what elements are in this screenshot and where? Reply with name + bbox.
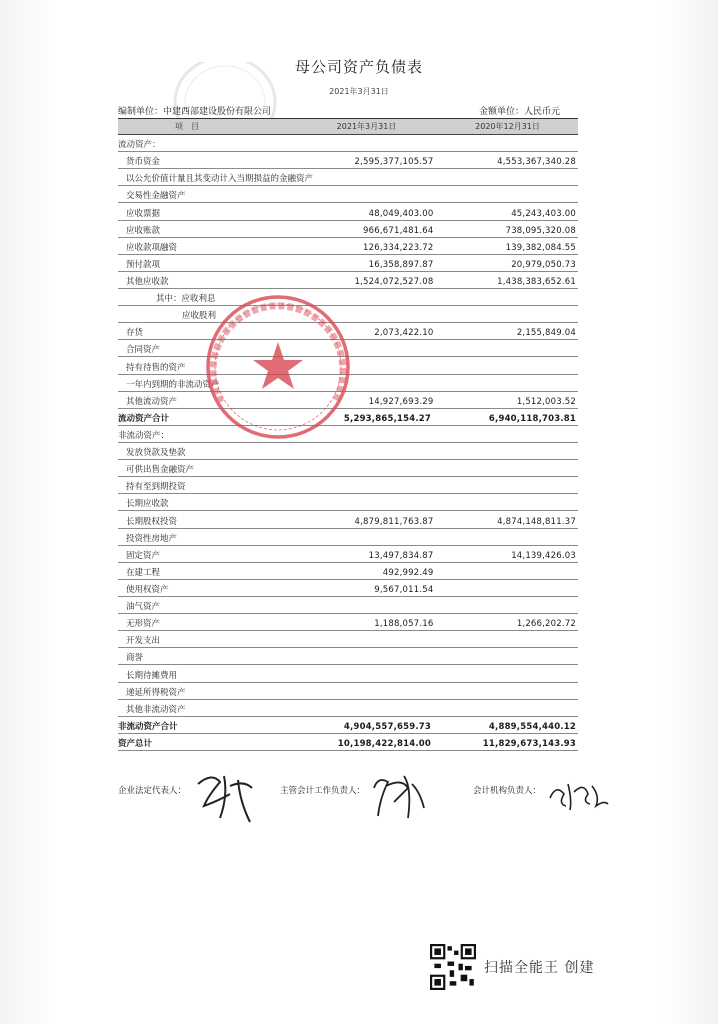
row-prior-value: 1,266,202.72 xyxy=(516,619,576,630)
qr-code-icon xyxy=(430,944,476,990)
row-prior-value xyxy=(439,201,578,202)
row-label: 应收股利 xyxy=(182,311,217,322)
row-current-value: 4,904,557,659.73 xyxy=(343,721,431,732)
header-current: 2021年3月31日 xyxy=(336,122,397,131)
row-prior-value xyxy=(449,304,578,305)
row-current-value xyxy=(301,509,440,510)
row-current-value: 1,188,057.16 xyxy=(374,619,434,630)
row-prior-value xyxy=(439,458,578,459)
row-prior-value xyxy=(439,509,578,510)
row-current-value xyxy=(301,492,440,493)
row-current-value xyxy=(301,663,440,664)
row-label: 非流动资产： xyxy=(118,430,170,441)
row-label: 应收账款 xyxy=(126,225,161,236)
table-row xyxy=(118,203,578,220)
row-label: 应收款项融资 xyxy=(126,242,178,253)
row-label: 存货 xyxy=(126,328,144,339)
row-prior-value: 6,940,118,703.81 xyxy=(488,413,576,424)
row-label: 其他流动资产 xyxy=(126,396,178,407)
row-prior-value xyxy=(439,663,578,664)
page-title: 母公司资产负债表 xyxy=(294,58,423,76)
row-label: 应收票据 xyxy=(126,208,161,219)
row-label: 发放贷款及垫款 xyxy=(126,448,186,459)
table-row xyxy=(118,631,578,648)
row-label: 持有待售的资产 xyxy=(126,362,186,373)
row-label: 流动资产： xyxy=(118,140,161,151)
row-prior-value xyxy=(439,646,578,647)
row-prior-value: 45,243,403.00 xyxy=(511,208,576,219)
row-label: 长期股权投资 xyxy=(126,516,178,527)
row-label: 投资性房地产 xyxy=(126,533,178,544)
row-current-value xyxy=(301,646,440,647)
accounting-head-signature xyxy=(368,768,428,824)
row-label: 可供出售金融资产 xyxy=(126,465,195,476)
row-label: 其他应收款 xyxy=(126,276,169,287)
row-prior-value xyxy=(439,595,578,596)
row-current-value xyxy=(335,321,457,322)
row-current-value xyxy=(304,184,441,185)
row-prior-value xyxy=(437,441,578,442)
row-current-value: 966,671,481.64 xyxy=(363,225,434,236)
table-row xyxy=(118,700,578,717)
table-row xyxy=(118,255,578,272)
row-label: 使用权资产 xyxy=(126,584,169,595)
table-row xyxy=(118,529,578,546)
table-row xyxy=(118,734,578,751)
row-current-value xyxy=(301,715,440,716)
company-seal xyxy=(203,292,353,442)
row-current-value xyxy=(301,475,440,476)
row-prior-value xyxy=(441,184,578,185)
table-row xyxy=(118,460,578,477)
row-prior-value xyxy=(439,715,578,716)
prepared-by: 编制单位：中建西部建设股份有限公司 xyxy=(118,107,272,117)
row-prior-value: 4,889,554,440.12 xyxy=(488,721,576,732)
signature-area xyxy=(118,778,598,838)
table-row xyxy=(118,152,578,169)
row-current-value: 9,567,011.54 xyxy=(374,584,434,595)
row-label: 其他非流动资产 xyxy=(126,704,186,715)
row-prior-value: 4,874,148,811.37 xyxy=(497,516,576,527)
table-row xyxy=(118,169,578,186)
table-row xyxy=(118,717,578,734)
row-prior-value xyxy=(439,355,578,356)
row-current-value xyxy=(301,201,440,202)
row-label: 长期待摊费用 xyxy=(126,670,178,681)
row-label: 递延所得税资产 xyxy=(126,687,186,698)
row-prior-value xyxy=(439,390,578,391)
row-label: 货币资金 xyxy=(126,157,161,168)
table-row xyxy=(118,511,578,528)
row-current-value: 16,358,897.87 xyxy=(368,259,434,270)
scanner-watermark xyxy=(430,944,594,990)
table-row xyxy=(118,135,578,152)
row-current-value xyxy=(301,458,440,459)
table-row xyxy=(118,563,578,580)
table-row xyxy=(118,272,578,289)
row-label: 开发支出 xyxy=(126,636,161,647)
row-prior-value xyxy=(437,150,578,151)
row-label: 长期应收款 xyxy=(126,499,169,510)
table-row xyxy=(118,597,578,614)
legal-rep-signature xyxy=(190,766,260,826)
row-prior-value xyxy=(439,373,578,374)
table-row xyxy=(118,665,578,682)
table-row xyxy=(118,494,578,511)
row-current-value: 492,992.49 xyxy=(382,567,434,578)
table-row xyxy=(118,683,578,700)
row-label: 无形资产 xyxy=(126,619,161,630)
row-label: 以公允价值计量且其变动计入当期损益的金融资产 xyxy=(126,174,314,185)
report-date: 2021年3月31日 xyxy=(329,87,389,96)
row-label: 固定资产 xyxy=(126,550,161,561)
row-current-value: 2,595,377,105.57 xyxy=(354,157,434,168)
row-prior-value: 20,979,050.73 xyxy=(511,259,576,270)
table-row xyxy=(118,238,578,255)
row-prior-value xyxy=(439,698,578,699)
row-current-value: 13,497,834.87 xyxy=(368,550,434,561)
table-body xyxy=(118,135,578,751)
row-prior-value: 2,155,849.04 xyxy=(516,328,576,339)
row-label: 流动资产合计 xyxy=(118,413,170,424)
row-current-value: 1,524,072,527.08 xyxy=(354,276,434,287)
table-row xyxy=(118,443,578,460)
row-current-value: 14,927,693.29 xyxy=(368,396,434,407)
accounting-head-label: 主管会计工作负责人： xyxy=(280,786,366,796)
footer-text: 扫描全能王 创建 xyxy=(484,960,595,976)
row-prior-value: 1,512,003.52 xyxy=(516,396,576,407)
row-prior-value xyxy=(439,612,578,613)
table-row xyxy=(118,546,578,563)
row-prior-value: 1,438,383,652.61 xyxy=(497,276,576,287)
row-current-value: 10,198,422,814.00 xyxy=(337,738,431,749)
row-label: 在建工程 xyxy=(126,567,161,578)
row-prior-value xyxy=(457,321,578,322)
legal-rep-label: 企业法定代表人： xyxy=(118,786,187,796)
header-item: 项 目 xyxy=(175,122,199,131)
row-prior-value xyxy=(439,681,578,682)
row-current-value xyxy=(296,150,437,151)
row-label: 合同资产 xyxy=(126,345,161,356)
row-current-value: 2,073,422.10 xyxy=(374,328,434,339)
row-label: 持有至到期投资 xyxy=(126,482,186,493)
row-prior-value: 14,139,426.03 xyxy=(511,550,576,561)
row-prior-value xyxy=(439,578,578,579)
row-label: 其中：应收利息 xyxy=(156,294,216,305)
table-row xyxy=(118,221,578,238)
table-row xyxy=(118,648,578,665)
row-current-value: 48,049,403.00 xyxy=(368,208,434,219)
row-current-value: 5,293,865,154.27 xyxy=(343,413,431,424)
row-prior-value xyxy=(439,475,578,476)
table-row xyxy=(118,614,578,631)
row-current-value: 126,334,223.72 xyxy=(363,242,434,253)
row-prior-value: 738,095,320.08 xyxy=(505,225,576,236)
row-current-value xyxy=(301,612,440,613)
row-label: 资产总计 xyxy=(118,738,153,749)
row-current-value: 4,879,811,763.87 xyxy=(354,516,434,527)
row-prior-value: 4,553,367,340.28 xyxy=(497,157,576,168)
row-label: 预付款项 xyxy=(126,259,161,270)
row-current-value xyxy=(301,681,440,682)
accounting-dept-head-signature xyxy=(546,774,612,814)
row-label: 非流动资产合计 xyxy=(118,721,178,732)
accounting-dept-head-label: 会计机构负责人： xyxy=(473,786,542,796)
row-current-value xyxy=(301,544,440,545)
row-label: 交易性金融资产 xyxy=(126,191,186,202)
table-row xyxy=(118,186,578,203)
row-label: 油气资产 xyxy=(126,602,161,613)
table-header xyxy=(118,119,578,135)
row-prior-value xyxy=(439,544,578,545)
table-row xyxy=(118,477,578,494)
row-prior-value xyxy=(439,492,578,493)
row-prior-value: 11,829,673,143.93 xyxy=(482,738,576,749)
header-prior: 2020年12月31日 xyxy=(475,122,540,131)
row-label: 商誉 xyxy=(126,653,144,664)
row-label: 一年内到期的非流动资产 xyxy=(126,379,220,390)
currency-unit: 金额单位：人民币元 xyxy=(478,107,560,117)
row-current-value xyxy=(301,698,440,699)
row-prior-value: 139,382,084.55 xyxy=(505,242,576,253)
table-row xyxy=(118,580,578,597)
